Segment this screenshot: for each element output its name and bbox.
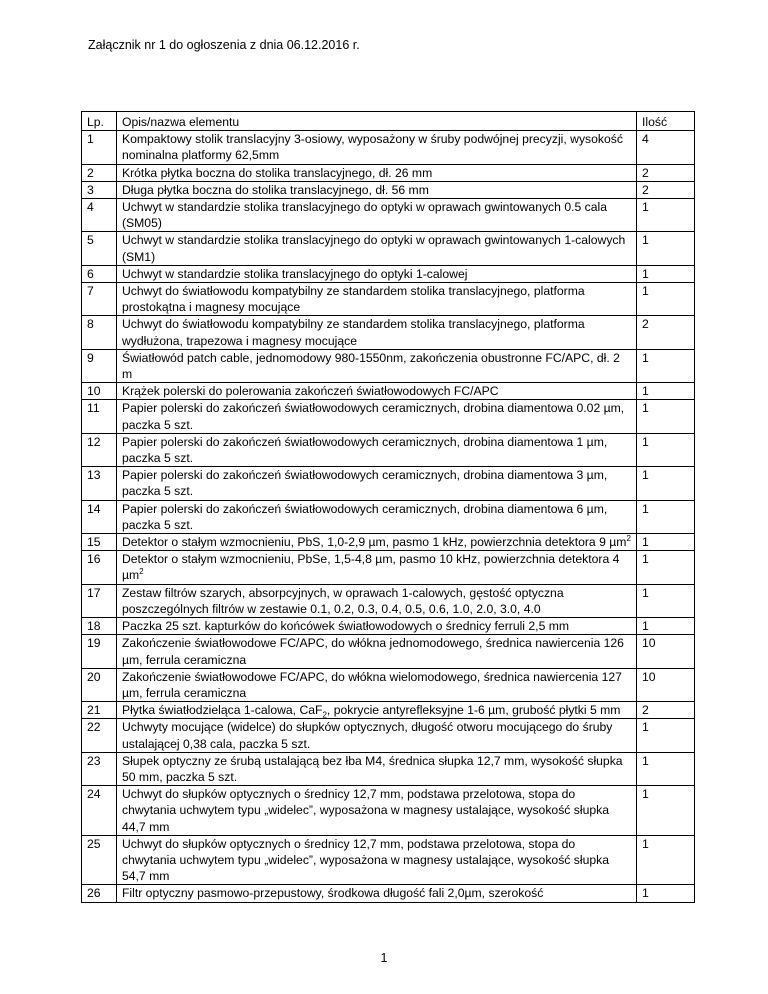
item-description: Uchwyt do słupków optycznych o średnicy 12,7 mm, podstawa przelotowa, stopa do chwytania uchwytem typu „widelec”, wyposażona w magnesy ustalające, wysokość słupka 54,7 mm <box>116 835 636 885</box>
document-header: Załącznik nr 1 do ogłoszenia z dnia 06.12.2016 r. <box>88 38 360 52</box>
superscript: 2 <box>626 534 631 544</box>
item-quantity: 1 <box>637 232 695 265</box>
item-description: Zestaw filtrów szarych, absorpcyjnych, w oprawach 1-calowych, gęstość optyczna poszczególnych filtrów w zestawie 0.1, 0.2, 0.3, 0.4, 0.5, 0.6, 1.0, 2.0, 3.0, 4.0 <box>116 584 636 617</box>
table-row <box>82 584 695 617</box>
item-quantity: 1 <box>637 719 695 752</box>
row-number: 7 <box>82 283 117 316</box>
table-row <box>82 232 695 265</box>
item-quantity: 1 <box>637 265 695 282</box>
item-quantity: 1 <box>637 283 695 316</box>
item-quantity: 1 <box>637 551 695 584</box>
item-quantity: 1 <box>637 835 695 885</box>
row-number: 15 <box>82 534 117 551</box>
item-quantity: 1 <box>637 199 695 232</box>
items-table <box>81 111 695 903</box>
column-header-lp: Lp. <box>82 112 117 131</box>
item-quantity: 1 <box>637 584 695 617</box>
item-quantity: 1 <box>637 383 695 400</box>
row-number: 13 <box>82 467 117 500</box>
item-quantity: 1 <box>637 786 695 836</box>
table-row <box>82 467 695 500</box>
table-row <box>82 551 695 584</box>
item-description <box>116 702 636 719</box>
row-number: 23 <box>82 752 117 785</box>
item-description: Zakończenie światłowodowe FC/APC, do włókna jednomodowego, średnica nawiercenia 126 µm, ferrula ceramiczna <box>116 635 636 668</box>
table-row <box>82 752 695 785</box>
table-row <box>82 199 695 232</box>
row-number: 24 <box>82 786 117 836</box>
table-row <box>82 885 695 902</box>
item-quantity: 1 <box>637 500 695 533</box>
row-number: 25 <box>82 835 117 885</box>
item-description: Uchwyty mocujące (widelce) do słupków optycznych, długość otworu mocującego do śruby ustalającej 0,38 cala, paczka 5 szt. <box>116 719 636 752</box>
item-quantity: 1 <box>637 534 695 551</box>
row-number: 14 <box>82 500 117 533</box>
table-row <box>82 433 695 466</box>
item-quantity: 2 <box>637 181 695 198</box>
superscript: 2 <box>139 567 144 577</box>
table-row <box>82 265 695 282</box>
item-description: Krótka płytka boczna do stolika translacyjnego, dł. 26 mm <box>116 164 636 181</box>
row-number: 17 <box>82 584 117 617</box>
column-header-quantity: Ilość <box>637 112 695 131</box>
table-row <box>82 283 695 316</box>
item-description: Papier polerski do zakończeń światłowodowych ceramicznych, drobina diamentowa 3 µm, paczka 5 szt. <box>116 467 636 500</box>
table-row <box>82 635 695 668</box>
item-description: Światłowód patch cable, jednomodowy 980-1550nm, zakończenia obustronne FC/APC, dł. 2 m <box>116 349 636 382</box>
table-row <box>82 131 695 164</box>
item-description: Kompaktowy stolik translacyjny 3-osiowy, wyposażony w śruby podwójnej precyzji, wysokość nominalna platformy 62,5mm <box>116 131 636 164</box>
item-description <box>116 534 636 551</box>
column-header-description: Opis/nazwa elementu <box>116 112 636 131</box>
table-row <box>82 835 695 885</box>
row-number: 4 <box>82 199 117 232</box>
table-row <box>82 500 695 533</box>
table-row <box>82 383 695 400</box>
item-description: Długa płytka boczna do stolika translacyjnego, dł. 56 mm <box>116 181 636 198</box>
item-quantity: 2 <box>637 316 695 349</box>
item-description: Uchwyt do światłowodu kompatybilny ze standardem stolika translacyjnego, platforma wydłużona, trapezowa i magnesy mocujące <box>116 316 636 349</box>
item-quantity: 4 <box>637 131 695 164</box>
subscript: 2 <box>322 710 327 720</box>
item-description: Papier polerski do zakończeń światłowodowych ceramicznych, drobina diamentowa 0.02 µm, paczka 5 szt. <box>116 400 636 433</box>
description-text: , pokrycie antyrefleksyjne 1-6 µm, grubość płytki 5 mm <box>326 703 621 718</box>
item-description: Uchwyt w standardzie stolika translacyjnego do optyki w oprawach gwintowanych 1-calowych (SM1) <box>116 232 636 265</box>
table-row <box>82 164 695 181</box>
table-row <box>82 618 695 635</box>
row-number: 5 <box>82 232 117 265</box>
description-text: Detektor o stałym wzmocnieniu, PbS, 1,0-2,9 µm, pasmo 1 kHz, powierzchnia detektora 9 µm <box>121 535 627 550</box>
row-number: 18 <box>82 618 117 635</box>
item-description <box>116 551 636 584</box>
item-quantity: 10 <box>637 635 695 668</box>
table-row <box>82 702 695 719</box>
item-description: Papier polerski do zakończeń światłowodowych ceramicznych, drobina diamentowa 6 µm, paczka 5 szt. <box>116 500 636 533</box>
item-quantity: 2 <box>637 702 695 719</box>
row-number: 26 <box>82 885 117 902</box>
item-quantity: 10 <box>637 668 695 701</box>
row-number: 6 <box>82 265 117 282</box>
item-quantity: 1 <box>637 400 695 433</box>
row-number: 1 <box>82 131 117 164</box>
row-number: 8 <box>82 316 117 349</box>
item-description: Słupek optyczny ze śrubą ustalającą bez łba M4, średnica słupka 12,7 mm, wysokość słupka 50 mm, paczka 5 szt. <box>116 752 636 785</box>
page-number: 1 <box>380 951 388 965</box>
table-row <box>82 786 695 836</box>
table-row <box>82 400 695 433</box>
item-quantity: 1 <box>637 618 695 635</box>
row-number: 2 <box>82 164 117 181</box>
item-quantity: 1 <box>637 467 695 500</box>
row-number: 21 <box>82 702 117 719</box>
row-number: 16 <box>82 551 117 584</box>
row-number: 22 <box>82 719 117 752</box>
item-quantity: 1 <box>637 752 695 785</box>
table-row <box>82 316 695 349</box>
item-description: Uchwyt w standardzie stolika translacyjnego do optyki 1-calowej <box>116 265 636 282</box>
item-description: Uchwyt do światłowodu kompatybilny ze standardem stolika translacyjnego, platforma prostokątna i magnesy mocujące <box>116 283 636 316</box>
item-description: Uchwyt do słupków optycznych o średnicy 12,7 mm, podstawa przelotowa, stopa do chwytania uchwytem typu „widelec”, wyposażona w magnesy ustalające, wysokość słupka 44,7 mm <box>116 786 636 836</box>
item-description: Filtr optyczny pasmowo-przepustowy, środkowa długość fali 2,0µm, szerokość <box>116 885 636 902</box>
item-quantity: 1 <box>637 349 695 382</box>
description-text: Płytka światłodzieląca 1-calowa, CaF <box>121 703 323 718</box>
row-number: 12 <box>82 433 117 466</box>
item-quantity: 1 <box>637 885 695 902</box>
table-row <box>82 534 695 551</box>
item-description: Paczka 25 szt. kapturków do końcówek światłowodowych o średnicy ferruli 2,5 mm <box>116 618 636 635</box>
row-number: 11 <box>82 400 117 433</box>
table-row <box>82 349 695 382</box>
row-number: 19 <box>82 635 117 668</box>
item-quantity: 2 <box>637 164 695 181</box>
row-number: 9 <box>82 349 117 382</box>
table-header-row <box>82 112 695 131</box>
table-row <box>82 719 695 752</box>
table-row <box>82 668 695 701</box>
table-row <box>82 181 695 198</box>
row-number: 20 <box>82 668 117 701</box>
item-description: Zakończenie światłowodowe FC/APC, do włókna wielomodowego, średnica nawiercenia 127 µm, ferrula ceramiczna <box>116 668 636 701</box>
row-number: 10 <box>82 383 117 400</box>
row-number: 3 <box>82 181 117 198</box>
description-text: Detektor o stałym wzmocnieniu, PbSe, 1,5-4,8 µm, pasmo 10 kHz, powierzchnia detektora 4 µm <box>121 552 620 583</box>
item-description: Papier polerski do zakończeń światłowodowych ceramicznych, drobina diamentowa 1 µm, paczka 5 szt. <box>116 433 636 466</box>
item-description: Uchwyt w standardzie stolika translacyjnego do optyki w oprawach gwintowanych 0.5 cala (SM05) <box>116 199 636 232</box>
item-quantity: 1 <box>637 433 695 466</box>
item-description: Krążek polerski do polerowania zakończeń światłowodowych FC/APC <box>116 383 636 400</box>
